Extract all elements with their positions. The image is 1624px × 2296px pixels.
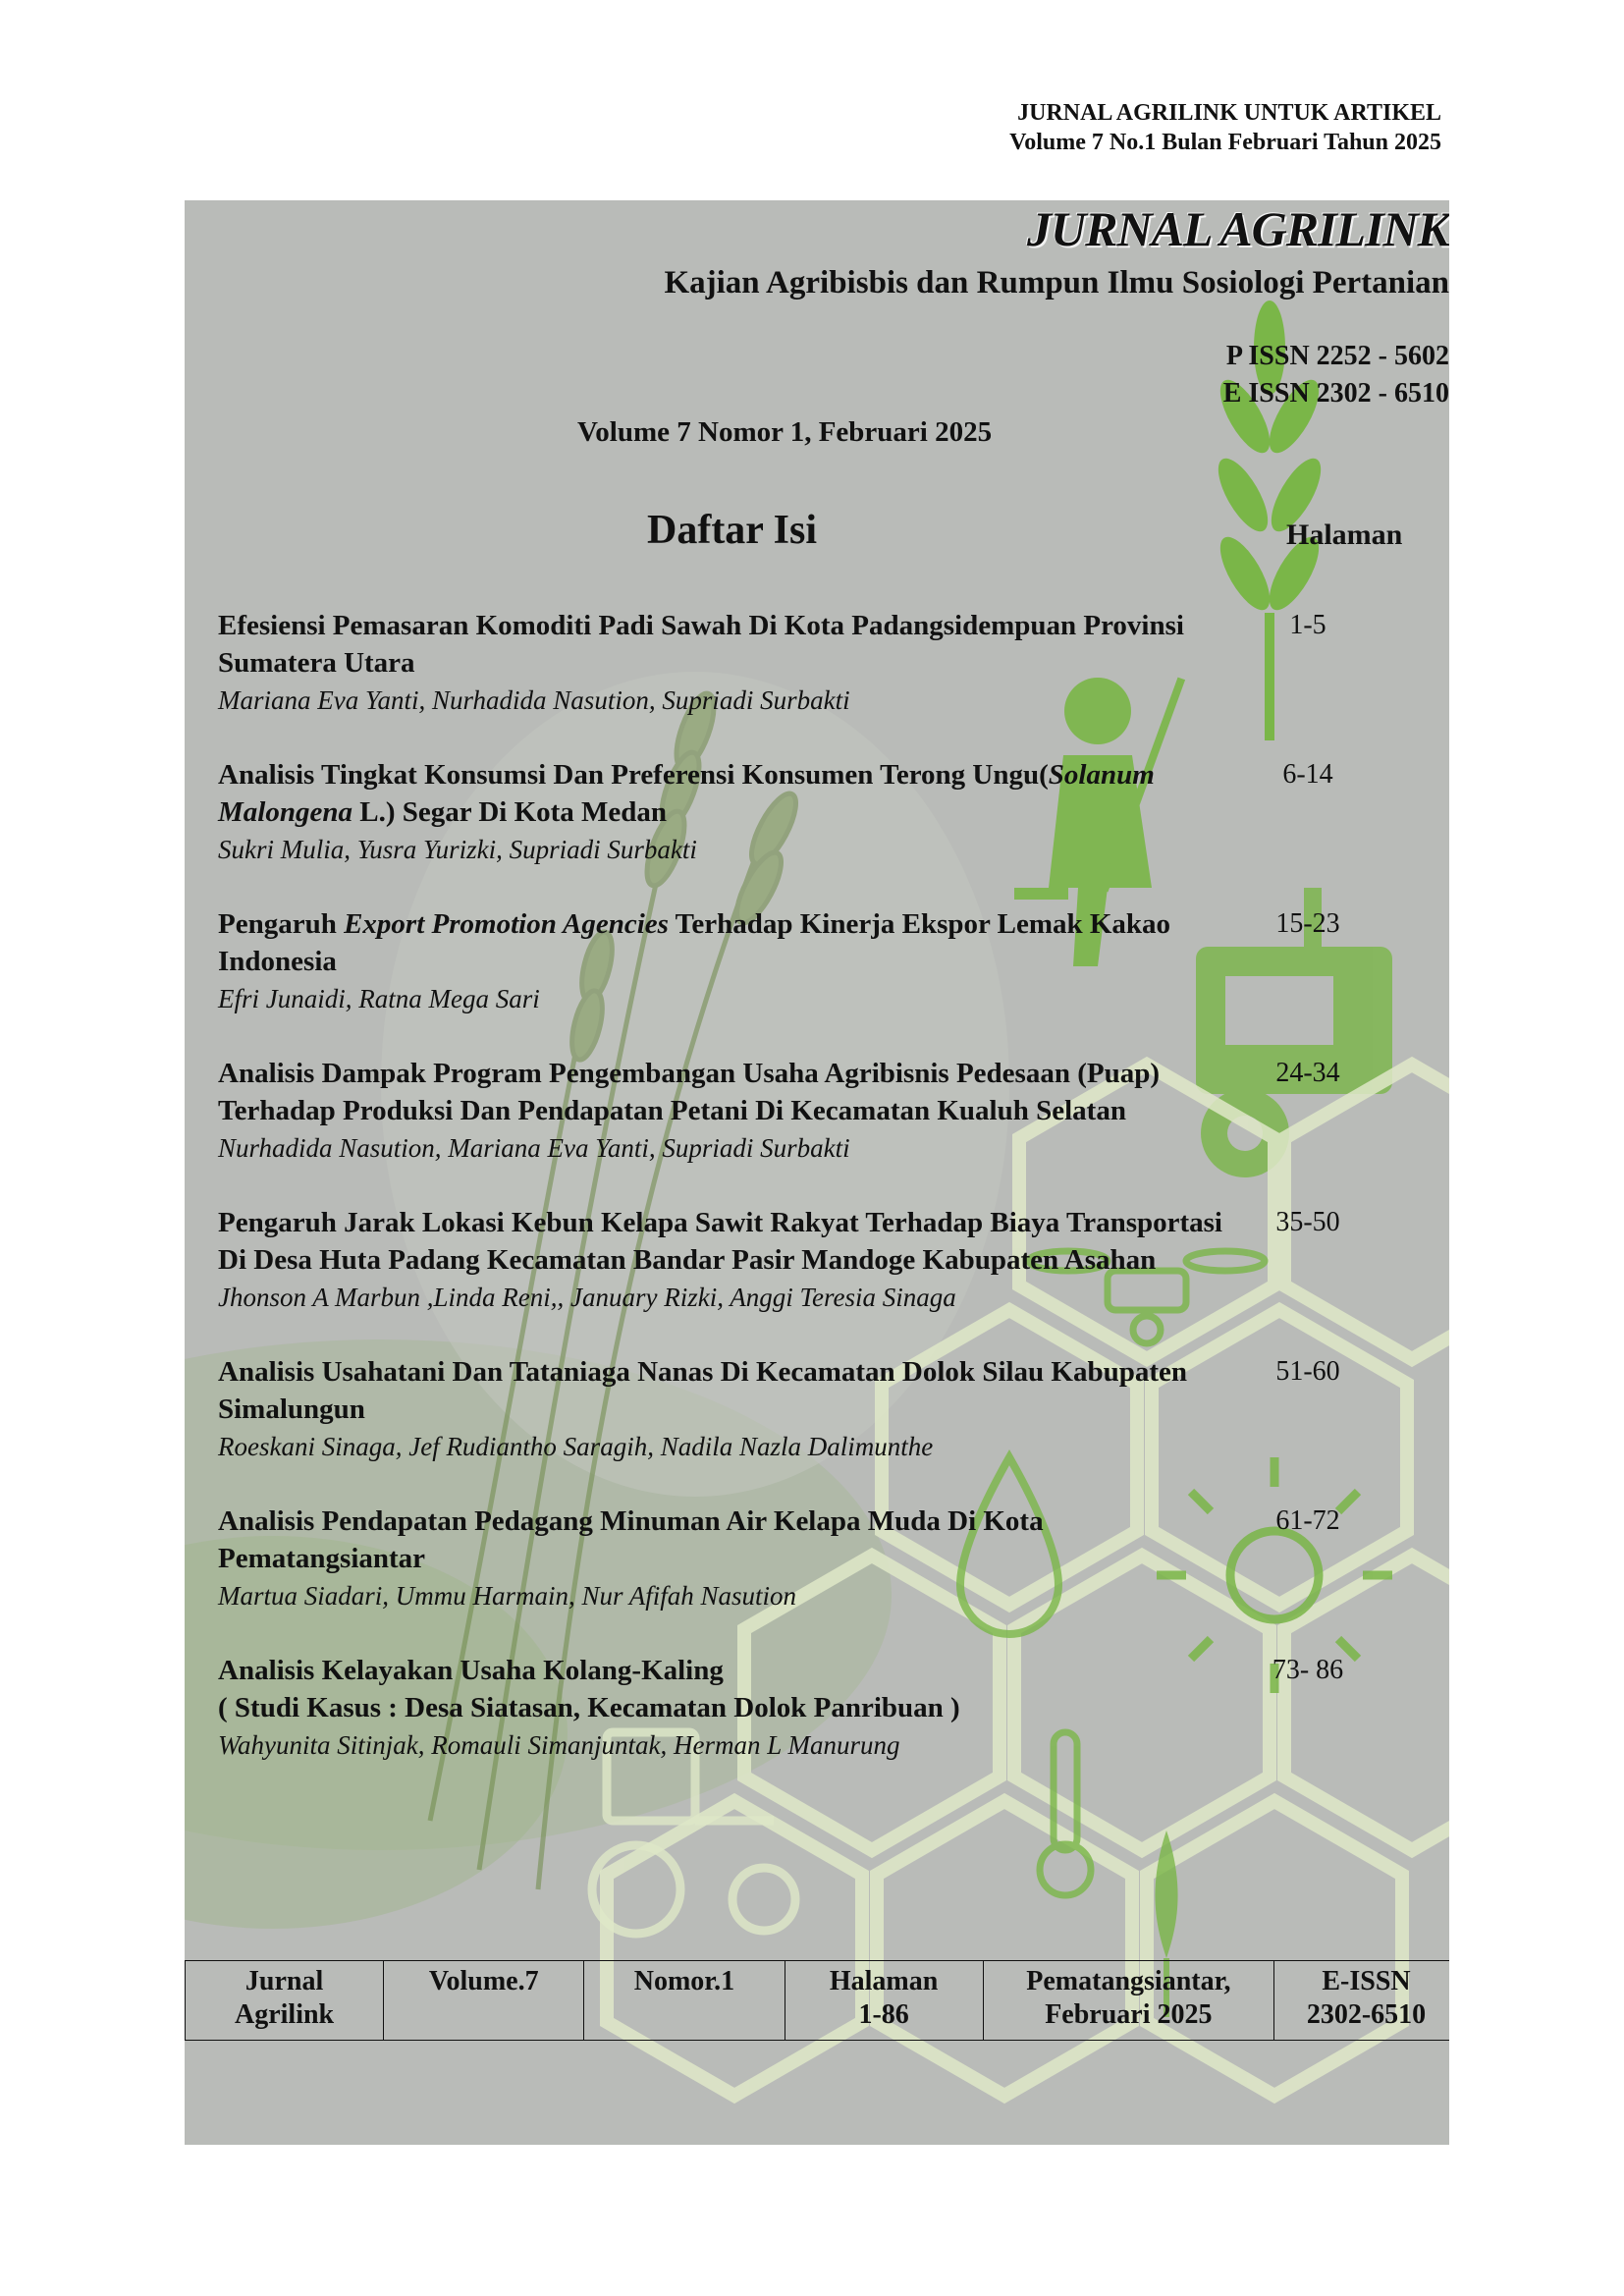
toc-entry[interactable] (218, 607, 1396, 719)
article-title-italic: Export Promotion Agencies (344, 908, 669, 940)
journal-info-table (185, 1960, 1449, 2041)
article-pages: 6-14 (1282, 759, 1333, 790)
article-authors: Efri Junaidi, Ratna Mega Sari (218, 984, 540, 1013)
toc-heading: Daftar Isi (647, 508, 818, 553)
toc-entry[interactable] (218, 1204, 1396, 1316)
toc-entry[interactable] (218, 905, 1396, 1017)
issn-block (1223, 338, 1449, 412)
article-pages: 24-34 (1275, 1058, 1340, 1088)
cell-line: Volume.7 (428, 1966, 539, 1996)
toc-entry[interactable] (218, 1652, 1396, 1764)
article-pages: 61-72 (1275, 1505, 1340, 1536)
article-pages: 35-50 (1275, 1207, 1340, 1237)
table-cell-place-date (983, 1961, 1273, 2041)
cell-line: Februari 2025 (1045, 1999, 1213, 2030)
toc-entry[interactable] (218, 1353, 1396, 1465)
article-title: Pengaruh Jarak Lokasi Kebun Kelapa Sawit Rakyat Terhadap Biaya Transportasi Di Desa Huta Padang Kecamatan Bandar Pasir Mandoge Kabupaten Asahan (218, 1207, 1222, 1276)
cell-line: Agrilink (235, 1999, 335, 2030)
article-pages: 51-60 (1275, 1356, 1340, 1387)
article-pages: 73- 86 (1272, 1655, 1344, 1685)
cell-line: Pematangsiantar, (1026, 1966, 1231, 1996)
running-header-volume: Volume 7 No.1 Bulan Februari Tahun 2025 (1009, 130, 1441, 155)
cell-line: Halaman (829, 1966, 939, 1996)
cell-line: Nomor.1 (633, 1966, 735, 1996)
toc-entry[interactable] (218, 1055, 1396, 1167)
table-row (186, 1961, 1450, 2041)
table-cell-eissn (1274, 1961, 1450, 2041)
article-authors: Roeskani Sinaga, Jef Rudiantho Saragih, Nadila Nazla Dalimunthe (218, 1432, 934, 1461)
cell-line: 2302-6510 (1306, 1999, 1427, 2030)
running-header-journal: JURNAL AGRILINK UNTUK ARTIKEL (1017, 100, 1441, 126)
e-issn: E ISSN 2302 - 6510 (1222, 378, 1449, 409)
article-title: Efesiensi Pemasaran Komoditi Padi Sawah Di Kota Padangsidempuan Provinsi Sumatera Utara (218, 610, 1184, 679)
article-pages: 1-5 (1289, 610, 1326, 640)
article-authors: Mariana Eva Yanti, Nurhadida Nasution, Supriadi Surbakti (218, 685, 850, 715)
article-title: Analisis Dampak Program Pengembangan Usaha Agribisnis Pedesaan (Puap) Terhadap Produksi Dan Pendapatan Petani Di Kecamatan Kualuh Selatan (218, 1058, 1160, 1126)
toc-entry[interactable] (218, 756, 1396, 868)
running-header (1009, 98, 1441, 157)
cell-line: Jurnal (244, 1966, 324, 1996)
journal-cover (185, 200, 1449, 2145)
article-title (218, 905, 1239, 980)
cell-line: E-ISSN (1322, 1966, 1411, 1996)
article-title (218, 1652, 1239, 1726)
article-title-line: Analisis Kelayakan Usaha Kolang-Kaling (218, 1655, 724, 1686)
table-of-contents (218, 607, 1396, 1801)
article-pages: 15-23 (1275, 908, 1340, 939)
article-title-italic: Solanum Malongena (218, 759, 1155, 828)
article-title: Analisis Pendapatan Pedagang Minuman Air Kelapa Muda Di Kota Pematangsiantar (218, 1505, 1044, 1574)
journal-subtitle: Kajian Agribisbis dan Rumpun Ilmu Sosiologi Pertanian (664, 265, 1449, 301)
article-title-part: Pengaruh (218, 908, 345, 940)
cell-line: 1-86 (858, 1999, 909, 2030)
toc-entry[interactable] (218, 1503, 1396, 1614)
table-cell-journal (186, 1961, 384, 2041)
article-authors: Wahyunita Sitinjak, Romauli Simanjuntak, Herman L Manurung (218, 1730, 900, 1760)
table-cell-number (584, 1961, 785, 2041)
table-cell-pages (785, 1961, 983, 2041)
article-authors: Jhonson A Marbun ,Linda Reni,, January Rizki, Anggi Teresia Sinaga (218, 1283, 956, 1312)
article-title-part: Terhadap Kinerja Ekspor Lemak Kakao Indonesia (218, 908, 1171, 977)
article-title-line: ( Studi Kasus : Desa Siatasan, Kecamatan Dolok Panribuan ) (218, 1692, 960, 1723)
p-issn: P ISSN 2252 - 5602 (1225, 341, 1449, 371)
article-title (218, 756, 1239, 831)
pages-heading: Halaman (1286, 519, 1403, 551)
article-title: Analisis Usahatani Dan Tataniaga Nanas Di Kecamatan Dolok Silau Kabupaten Simalungun (218, 1356, 1188, 1425)
table-cell-volume (384, 1961, 584, 2041)
volume-line: Volume 7 Nomor 1, Februari 2025 (577, 416, 993, 448)
article-title-part: Analisis Tingkat Konsumsi Dan Preferensi Konsumen Terong Ungu( (218, 759, 1049, 791)
article-authors: Sukri Mulia, Yusra Yurizki, Supriadi Surbakti (218, 835, 697, 864)
article-authors: Nurhadida Nasution, Mariana Eva Yanti, Supriadi Surbakti (218, 1133, 850, 1163)
journal-title: JURNAL AGRILINK (1027, 201, 1449, 256)
cover-content (185, 200, 1449, 2145)
article-authors: Martua Siadari, Ummu Harmain, Nur Afifah Nasution (218, 1581, 797, 1611)
article-title-part: L.) Segar Di Kota Medan (352, 796, 668, 828)
